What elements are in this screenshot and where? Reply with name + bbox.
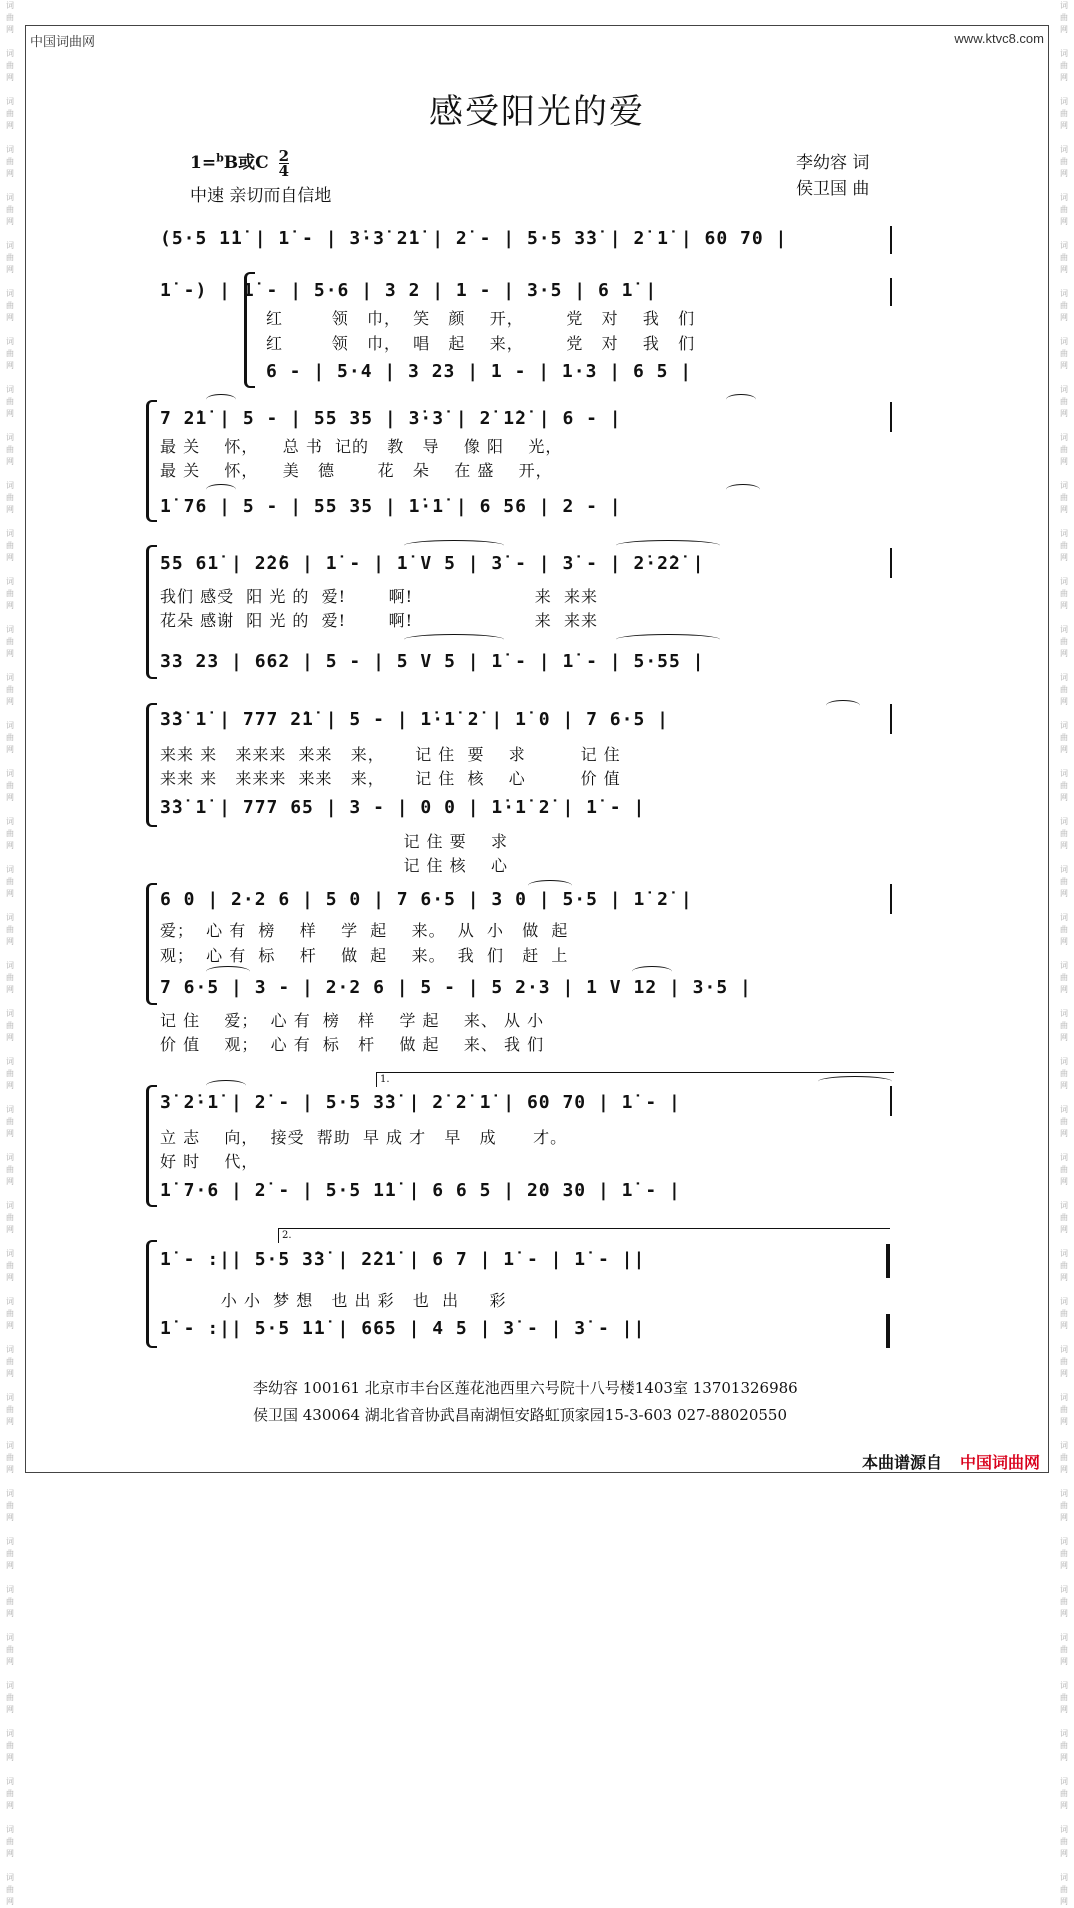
notation-row: 6 0 | 2·2 6 | 5 0 | 7 6·5 | 3 0 | 5·5 | 1̇ 2̇ |: [160, 889, 693, 910]
lyric-line: 观； 心 有 标 杆 做 起 来。 我 们 赶 上: [160, 946, 569, 965]
lyric-line: 红 领 巾， 唱 起 来， 党 对 我 们: [266, 334, 696, 353]
notation-row: 1̇ - :|| 5·5 3̇3̇ | 2̇2̇1̇ | 6 7 | 1̇ - | 1̇ - ||: [160, 1249, 646, 1270]
site-url[interactable]: www.ktvc8.com: [954, 31, 1044, 46]
lyric-line: 立 志 向， 接受 帮助 早 成 才 早 成 才。: [160, 1128, 568, 1147]
source-credit: [862, 1450, 1040, 1473]
notation-row: 1̇ 7·6 | 2̇ - | 5·5 1̇1̇ | 6 6 5 | 20 30 | 1̇ - |: [160, 1180, 681, 1201]
slur: [726, 394, 756, 405]
lyricist: 李幼容 词: [796, 153, 870, 173]
barline: [890, 1086, 892, 1116]
notation-row: 3̇3̇ 1̇ | 777 65 | 3 - | 0 0 | 1̇·1̇ 2̇ | 1̇ - |: [160, 797, 646, 818]
system-bracket: [146, 883, 157, 1005]
notation-row: 6 - | 5·4 | 3 23 | 1 - | 1·3 | 6 5 |: [266, 361, 693, 382]
slur: [404, 540, 504, 551]
lyric-line: 花朵 感谢 阳 光 的 爱! 啊! 来 来来: [160, 611, 598, 630]
barline: [890, 226, 892, 254]
notation-row: 7 6·5 | 3 - | 2·2 6 | 5 - | 5 2·3 | 1 V 12 | 3·5 |: [160, 977, 752, 998]
source-label: 本曲谱源自: [861, 1455, 942, 1472]
lyric-line: 我们 感受 阳 光 的 爱! 啊! 来 来来: [160, 587, 598, 606]
right-watermark-strip: 词 曲 网 词 曲 网 词 曲 网 词 曲 网 词 曲 网 词 曲 网 词 曲 网 词 曲 网 词 曲 网 词 曲 网 词 曲 网 词 曲 网 词 曲 网 词 曲 网 词 曲 网 词 曲 网 词 曲 网 词 曲 网 词 曲 网 词 曲 网 词 曲 网 词 曲 网 词 曲 网 词 曲 网 词 曲 网 词 曲 网 词 曲 网 词 曲 网 词 曲 网 词 曲 网 词 曲 网 词 曲 网 词 曲 网 词 曲 网 词 曲 网 词 曲 网 词 曲 网 词 曲 网 词 曲 网 词 曲 网: [1060, 1, 1068, 1906]
time-signature: [279, 149, 289, 178]
lyric-line: 最 关 怀， 美 德 花 朵 在 盛 开，: [160, 461, 553, 480]
volta-2: 2.: [278, 1228, 890, 1243]
slur: [206, 966, 250, 977]
barline: [890, 704, 892, 734]
lyric-line: 价 值 观； 心 有 标 杆 做 起 来、 我 们: [160, 1035, 545, 1054]
lyric-line: 最 关 怀， 总 书 记的 教 导 像 阳 光，: [160, 437, 563, 456]
lyric-line: 记 住 要 求: [160, 832, 508, 851]
lyric-line: 来来 来 来来来 来来 来， 记 住 核 心 价 值: [160, 769, 621, 788]
notation-row: 3̇ 2̇·1̇ | 2̇ - | 5·5 3̇3̇ | 2̇ 2̇ 1̇ | 60 70 | 1̇ - |: [160, 1092, 681, 1113]
lyric-line: 小 小 梦 想 也 出 彩 也 出 彩: [160, 1291, 507, 1310]
notation-row: 33 23 | 662 | 5 - | 5 V 5 | 1̇ - | 1̇ - | 5·55 |: [160, 651, 705, 672]
slur: [632, 966, 672, 977]
lyric-line: 红 领 巾， 笑 颜 开， 党 对 我 们: [266, 309, 696, 328]
system-bracket: [146, 703, 157, 827]
lyric-line: 好 时 代，: [160, 1152, 259, 1171]
composer: 侯卫国 曲: [796, 179, 870, 199]
system-bracket: [146, 1240, 157, 1348]
volta-1: 1.: [376, 1072, 894, 1087]
notation-row: 1̇ -) | 1̇ - | 5·6 | 3 2 | 1 - | 3·5 | 6 1̇ |: [160, 280, 658, 301]
lyric-line: 爱； 心 有 榜 样 学 起 来。 从 小 做 起: [160, 921, 569, 940]
slur: [404, 634, 504, 645]
time-sig-top: 2: [278, 147, 290, 165]
key-name: B或C: [223, 153, 269, 173]
site-name[interactable]: 中国词曲网: [30, 34, 96, 49]
slur: [206, 1080, 246, 1091]
left-watermark-strip: 词 曲 网 词 曲 网 词 曲 网 词 曲 网 词 曲 网 词 曲 网 词 曲 网 词 曲 网 词 曲 网 词 曲 网 词 曲 网 词 曲 网 词 曲 网 词 曲 网 词 曲 网 词 曲 网 词 曲 网 词 曲 网 词 曲 网 词 曲 网 词 曲 网 词 曲 网 词 曲 网 词 曲 网 词 曲 网 词 曲 网 词 曲 网 词 曲 网 词 曲 网 词 曲 网 词 曲 网 词 曲 网 词 曲 网 词 曲 网 词 曲 网 词 曲 网 词 曲 网 词 曲 网 词 曲 网 词 曲 网: [6, 1, 14, 1906]
song-title: 感受阳光的爱: [429, 92, 645, 132]
notation-row: (5·5 1̇1̇ | 1̇ - | 3̇·3̇ 2̇1̇ | 2̇ - | 5·5 3̇3̇ | 2̇ 1̇ | 60 70 |: [160, 228, 788, 249]
notation-row: 1̇ 76 | 5 - | 55 35 | 1̇·1̇ | 6 56 | 2 - |: [160, 496, 622, 517]
slur: [616, 634, 720, 645]
system-bracket: [146, 400, 157, 522]
lyric-line: 来来 来 来来来 来来 来， 记 住 要 求 记 住: [160, 745, 621, 764]
slur: [726, 484, 760, 495]
tempo-marking: 中速 亲切而自信地: [190, 186, 332, 206]
slur: [206, 484, 236, 495]
composer-contact: 侯卫国 430064 湖北省音协武昌南湖恒安路虹顶家园15-3-603 027-88020550: [253, 1406, 788, 1424]
system-bracket: [146, 545, 157, 679]
time-sig-bottom: 4: [278, 162, 290, 180]
key-signature: [190, 148, 289, 178]
barline: [890, 278, 892, 306]
barline: [890, 402, 892, 432]
barline: [890, 884, 892, 914]
system-bracket: [146, 1085, 157, 1207]
notation-row: 55 61̇ | 2̇2̇6 | 1̇ - | 1̇ V 5 | 3̇ - | 3̇ - | 2̇·2̇2̇ |: [160, 553, 705, 574]
lyric-line: 记 住 核 心: [160, 856, 508, 875]
lyric-line: 记 住 爱； 心 有 榜 样 学 起 来、 从 小: [160, 1011, 545, 1030]
slur: [206, 394, 236, 405]
notation-row: 3̇3̇ 1̇ | 777 2̇1̇ | 5 - | 1̇·1̇ 2̇ | 1̇ 0 | 7 6·5 |: [160, 709, 669, 730]
slur: [616, 540, 720, 551]
barline: [890, 548, 892, 578]
flat-sign: b: [216, 151, 224, 165]
source-brand-link[interactable]: 中国词曲网: [959, 1455, 1040, 1472]
notation-row: 7 2̇1̇ | 5 - | 55 35 | 3̇·3̇ | 2̇ 1̇2̇ | 6 - |: [160, 408, 622, 429]
notation-row: 1̇ - :|| 5·5 1̇1̇ | 665 | 4 5 | 3̇ - | 3̇ - ||: [160, 1318, 646, 1339]
lyricist-contact: 李幼容 100161 北京市丰台区莲花池西里六号院十八号楼1403室 13701326986: [253, 1379, 798, 1397]
key-prefix: 1=: [190, 153, 217, 173]
